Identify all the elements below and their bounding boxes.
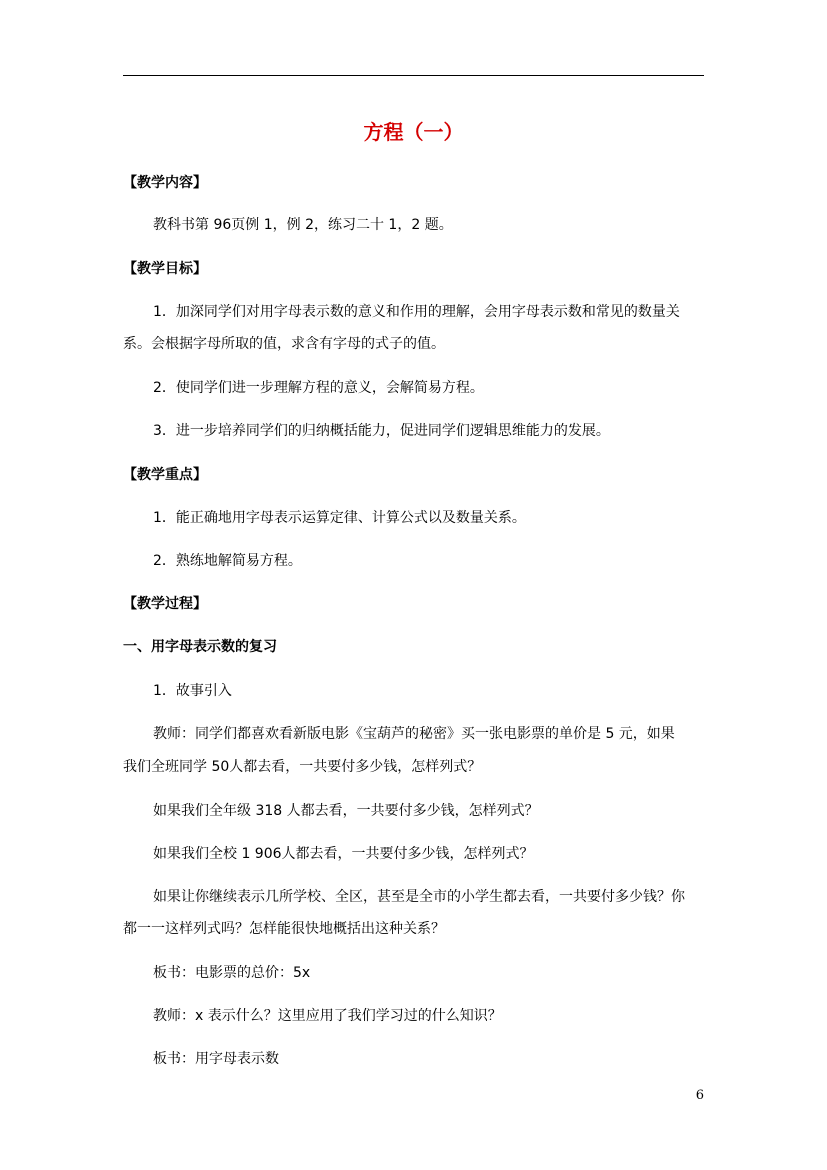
goal-1-line-1: 1．加深同学们对用字母表示数的意义和作用的理解，会用字母表示数和常见的数量关 (153, 304, 680, 320)
question-3: 如果我们全校 1 906人都去看，一共要付多少钱，怎样列式？ (153, 846, 534, 862)
goal-1-line-2: 系。会根据字母所取的值，求含有字母的式子的值。 (123, 336, 445, 352)
board-note-2: 板书：用字母表示数 (153, 1051, 279, 1067)
step-1: 1．故事引入 (153, 683, 232, 699)
key-point-1: 1．能正确地用字母表示运算定律、计算公式以及数量关系。 (153, 510, 526, 526)
question-4-line-2: 都一一这样列式吗？怎样能很快地概括出这种关系？ (123, 921, 445, 937)
part-1-heading: 一、用字母表示数的复习 (123, 639, 277, 655)
goal-3: 3．进一步培养同学们的归纳概括能力，促进同学们逻辑思维能力的发展。 (153, 423, 610, 439)
paragraph-content: 教科书第 96页例 1，例 2，练习二十 1，2 题。 (153, 217, 453, 233)
board-note-1: 板书：电影票的总价：5x (153, 965, 311, 981)
section-heading-goals: 【教学目标】 (123, 261, 207, 277)
key-point-2: 2．熟练地解简易方程。 (153, 553, 302, 569)
document-title: 方程（一） (363, 120, 464, 144)
goal-2: 2．使同学们进一步理解方程的意义，会解简易方程。 (153, 380, 484, 396)
page-number: 6 (695, 1088, 704, 1103)
question-2: 如果我们全年级 318 人都去看，一共要付多少钱，怎样列式？ (153, 803, 539, 819)
teacher-question-2: 教师：x 表示什么？这里应用了我们学习过的什么知识？ (153, 1008, 502, 1024)
header-rule (123, 75, 704, 76)
section-heading-process: 【教学过程】 (123, 596, 207, 612)
section-heading-key-points: 【教学重点】 (123, 467, 207, 483)
teacher-question-1-line-1: 教师：同学们都喜欢看新版电影《宝葫芦的秘密》买一张电影票的单价是 5 元，如果 (153, 726, 675, 742)
section-heading-content: 【教学内容】 (123, 175, 207, 191)
teacher-question-1-line-2: 我们全班同学 50人都去看，一共要付多少钱，怎样列式？ (123, 759, 482, 775)
question-4-line-1: 如果让你继续表示几所学校、全区，甚至是全市的小学生都去看，一共要付多少钱？你 (153, 889, 685, 905)
